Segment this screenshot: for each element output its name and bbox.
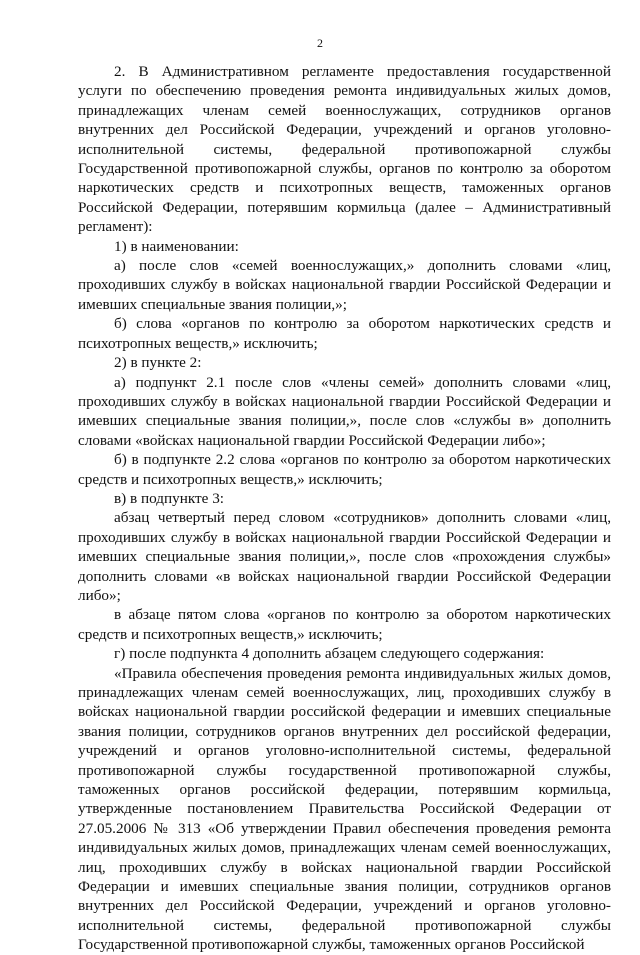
paragraph-item-1: 1) в наименовании: [114,237,239,255]
page-number: 2 [317,36,323,50]
paragraph-item-1b: б) слова «органов по контролю за оборотом наркотических средств и психотропных веществ,» исключить; [78,315,611,352]
paragraph-item-2v: в) в подпункте 3: [114,489,225,507]
paragraph-item-2v-abzac-5: в абзаце пятом слова «органов по контролю за оборотом наркотических средств и психотропных веществ,» исключить; [78,606,611,643]
paragraph-item-2g: г) после подпункта 4 дополнить абзацем следующего содержания: [114,645,545,663]
document-body [78,62,611,955]
paragraph-item-2a: а) подпункт 2.1 после слов «члены семей» дополнить словами «лиц, проходивших службу в войсках национальной гвардии Российской Федерации и имевших специальные звания полиции,», после слов «службы в» дополнить словами «войсках национальной гвардии Российской Федерации либо»; [78,373,611,449]
paragraph-item-2v-abzac-4: абзац четвертый перед словом «сотрудников» дополнить словами «лиц, проходивших службу в войсках национальной гвардии Российской Федерации и имевших специальные звания полиции,», после слов «прохождения службы» дополнить словами «в войсках национальной гвардии Российской Федерации либо»; [78,509,611,604]
paragraph-item-2: 2) в пункте 2: [114,354,202,372]
paragraph-quoted-rules: «Правила обеспечения проведения ремонта индивидуальных жилых домов, принадлежащих членам семей военнослужащих, лиц, проходивших службу в войсках национальной гвардии российской федерации и имевших специальные звания полиции, сотрудников органов внутренних дел российской федерации, учреждений и органов уголовно-исполнительной системы, федеральной противопожарной службы государственной противопожарной службы, таможенных органов российской федерации, потерявшим кормильца, утвержденные постановлением Правительства Российской Федерации от 27.05.2006 № 313 «Об утверждении Правил обеспечения проведения ремонта индивидуальных жилых домов, принадлежащих членам семей военнослужащих, лиц, проходивших службу в войсках национальной гвардии Российской Федерации и имевших специальные звания полиции, сотрудников органов внутренних дел Российской Федерации, учреждений и органов уголовно-исполнительной системы, федеральной противопожарной службы Государственной противопожарной службы, таможенных органов Российской [78,664,611,954]
paragraph-intro: 2. В Административном регламенте предоставления государственной услуги по обеспечению проведения ремонта индивидуальных жилых домов, принадлежащих членам семей военнослужащих, сотрудников органов внутренних дел Российской Федерации, учреждений и органов уголовно-исполнительной системы, федеральной противопожарной службы Государственной противопожарной службы, органов по контролю за оборотом наркотических средств и психотропных веществ, таможенных органов Российской Федерации, потерявшим кормильца (далее – Административный регламент): [78,63,611,236]
paragraph-item-2b: б) в подпункте 2.2 слова «органов по контролю за оборотом наркотических средств и психотропных веществ,» исключить; [78,451,611,488]
paragraph-item-1a: а) после слов «семей военнослужащих,» дополнить словами «лиц, проходивших службу в войсках национальной гвардии Российской Федерации и имевших специальные звания полиции,»; [78,257,611,313]
